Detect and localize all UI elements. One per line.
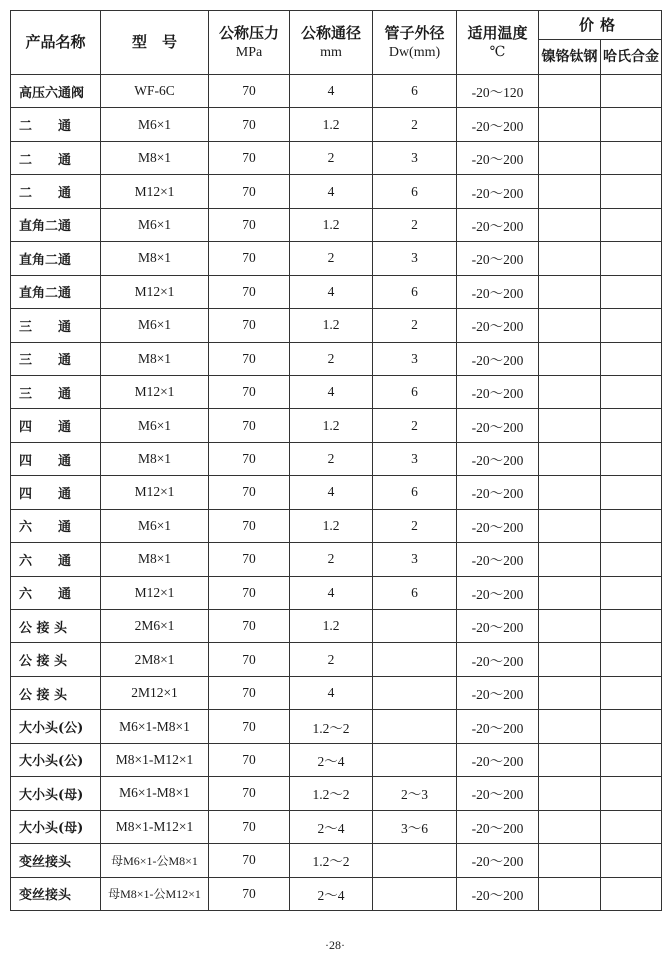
cell-product-name: 六 通: [11, 509, 101, 542]
cell-temperature: -20～200: [457, 375, 539, 408]
cell-price-2: [601, 108, 662, 141]
cell-temperature: -20～200: [457, 409, 539, 442]
table-row: [11, 676, 662, 709]
cell-model: M8×1: [101, 141, 209, 174]
cell-price-2: [601, 743, 662, 776]
cell-temperature: -20～200: [457, 844, 539, 877]
cell-temperature: -20～200: [457, 309, 539, 342]
cell-pressure: 70: [209, 442, 290, 475]
cell-pressure: 70: [209, 141, 290, 174]
cell-bore: 1.2: [290, 509, 373, 542]
table-row: [11, 877, 662, 910]
cell-outer-diameter: [373, 643, 457, 676]
cell-temperature: -20～200: [457, 810, 539, 843]
cell-outer-diameter: 6: [373, 75, 457, 108]
table-body: [11, 75, 662, 911]
cell-price-2: [601, 543, 662, 576]
cell-bore: 4: [290, 676, 373, 709]
cell-product-name: 变丝接头: [11, 844, 101, 877]
cell-bore: 2: [290, 543, 373, 576]
cell-price-1: [539, 208, 601, 241]
header-temp-unit: ℃: [489, 44, 506, 60]
table-row: [11, 342, 662, 375]
cell-price-2: [601, 710, 662, 743]
cell-price-1: [539, 442, 601, 475]
cell-model: M6×1: [101, 509, 209, 542]
cell-price-1: [539, 844, 601, 877]
cell-product-name: 高压六通阀: [11, 75, 101, 108]
table-row: [11, 476, 662, 509]
cell-bore: 1.2: [290, 108, 373, 141]
cell-product-name: 公 接 头: [11, 676, 101, 709]
cell-outer-diameter: 2: [373, 309, 457, 342]
cell-price-1: [539, 309, 601, 342]
cell-product-name: 六 通: [11, 543, 101, 576]
cell-price-2: [601, 442, 662, 475]
cell-price-2: [601, 877, 662, 910]
table-row: [11, 409, 662, 442]
cell-pressure: 70: [209, 676, 290, 709]
cell-bore: 1.2: [290, 409, 373, 442]
header-product-name: 产品名称: [11, 11, 101, 75]
cell-pressure: 70: [209, 610, 290, 643]
cell-product-name: 三 通: [11, 342, 101, 375]
cell-price-2: [601, 576, 662, 609]
cell-price-1: [539, 476, 601, 509]
cell-pressure: 70: [209, 108, 290, 141]
cell-pressure: 70: [209, 509, 290, 542]
cell-product-name: 四 通: [11, 442, 101, 475]
cell-temperature: -20～200: [457, 710, 539, 743]
cell-bore: 1.2: [290, 309, 373, 342]
cell-product-name: 二 通: [11, 141, 101, 174]
cell-temperature: -20～200: [457, 342, 539, 375]
cell-model: M12×1: [101, 175, 209, 208]
cell-price-2: [601, 275, 662, 308]
table-row: [11, 610, 662, 643]
table-row: [11, 108, 662, 141]
cell-temperature: -20～200: [457, 175, 539, 208]
cell-model: WF-6C: [101, 75, 209, 108]
cell-model: M12×1: [101, 375, 209, 408]
header-outer-diameter: [373, 11, 457, 75]
cell-temperature: -20～200: [457, 476, 539, 509]
cell-pressure: 70: [209, 175, 290, 208]
table-row: [11, 710, 662, 743]
cell-pressure: 70: [209, 275, 290, 308]
cell-product-name: 大小头(母): [11, 810, 101, 843]
cell-model: 母M8×1-公M12×1: [101, 877, 209, 910]
cell-temperature: -20～200: [457, 543, 539, 576]
cell-price-2: [601, 309, 662, 342]
cell-price-1: [539, 108, 601, 141]
cell-product-name: 直角二通: [11, 275, 101, 308]
table-row: [11, 643, 662, 676]
cell-outer-diameter: [373, 676, 457, 709]
cell-pressure: 70: [209, 643, 290, 676]
cell-price-2: [601, 676, 662, 709]
cell-bore: 4: [290, 75, 373, 108]
cell-product-name: 公 接 头: [11, 610, 101, 643]
cell-bore: 4: [290, 275, 373, 308]
cell-product-name: 大小头(公): [11, 710, 101, 743]
cell-price-1: [539, 342, 601, 375]
cell-temperature: -20～200: [457, 643, 539, 676]
cell-price-1: [539, 643, 601, 676]
cell-price-2: [601, 610, 662, 643]
cell-pressure: 70: [209, 777, 290, 810]
cell-pressure: 70: [209, 75, 290, 108]
table-row: [11, 777, 662, 810]
cell-product-name: 二 通: [11, 108, 101, 141]
page-number: ·28·: [325, 938, 345, 952]
cell-price-1: [539, 610, 601, 643]
cell-temperature: -20～200: [457, 275, 539, 308]
cell-bore: 1.2～2: [290, 844, 373, 877]
cell-temperature: -20～200: [457, 442, 539, 475]
cell-model: M6×1-M8×1: [101, 777, 209, 810]
table-row: [11, 509, 662, 542]
cell-price-2: [601, 844, 662, 877]
cell-pressure: 70: [209, 375, 290, 408]
cell-model: M6×1: [101, 108, 209, 141]
cell-bore: 4: [290, 375, 373, 408]
cell-product-name: 变丝接头: [11, 877, 101, 910]
cell-pressure: 70: [209, 543, 290, 576]
cell-bore: 1.2～2: [290, 710, 373, 743]
table-row: [11, 576, 662, 609]
cell-pressure: 70: [209, 242, 290, 275]
cell-outer-diameter: 3: [373, 442, 457, 475]
cell-product-name: 四 通: [11, 409, 101, 442]
cell-bore: 2～4: [290, 877, 373, 910]
table-row: [11, 844, 662, 877]
cell-model: M8×1-M12×1: [101, 743, 209, 776]
header-bore: [290, 11, 373, 75]
cell-outer-diameter: [373, 844, 457, 877]
cell-model: M8×1: [101, 242, 209, 275]
cell-model: M6×1-M8×1: [101, 710, 209, 743]
cell-price-2: [601, 409, 662, 442]
cell-temperature: -20～200: [457, 777, 539, 810]
cell-product-name: 三 通: [11, 309, 101, 342]
table-row: [11, 543, 662, 576]
cell-model: 2M12×1: [101, 676, 209, 709]
table-row: [11, 810, 662, 843]
table-row: [11, 175, 662, 208]
cell-price-1: [539, 543, 601, 576]
cell-product-name: 大小头(母): [11, 777, 101, 810]
cell-price-2: [601, 777, 662, 810]
header-pressure-title: 公称压力: [218, 23, 279, 42]
table-row: [11, 375, 662, 408]
cell-outer-diameter: [373, 743, 457, 776]
cell-product-name: 四 通: [11, 476, 101, 509]
cell-temperature: -20～200: [457, 676, 539, 709]
cell-price-1: [539, 777, 601, 810]
cell-product-name: 公 接 头: [11, 643, 101, 676]
cell-outer-diameter: 3～6: [373, 810, 457, 843]
cell-price-1: [539, 175, 601, 208]
cell-outer-diameter: 2～3: [373, 777, 457, 810]
header-temperature: [457, 11, 539, 75]
cell-price-2: [601, 476, 662, 509]
cell-pressure: 70: [209, 409, 290, 442]
cell-outer-diameter: 2: [373, 509, 457, 542]
cell-temperature: -20～200: [457, 509, 539, 542]
cell-pressure: 70: [209, 342, 290, 375]
cell-bore: 4: [290, 175, 373, 208]
cell-bore: 2: [290, 442, 373, 475]
cell-price-1: [539, 710, 601, 743]
cell-price-2: [601, 509, 662, 542]
cell-bore: 1.2: [290, 208, 373, 241]
cell-price-1: [539, 275, 601, 308]
cell-bore: 2: [290, 342, 373, 375]
cell-model: M6×1: [101, 309, 209, 342]
cell-outer-diameter: [373, 877, 457, 910]
header-model: 型 号: [101, 11, 209, 75]
header-temp-title: 适用温度: [467, 23, 528, 42]
cell-pressure: 70: [209, 743, 290, 776]
cell-price-2: [601, 175, 662, 208]
cell-bore: 2: [290, 242, 373, 275]
header-od-unit: Dw(mm): [388, 44, 441, 60]
table-row: [11, 309, 662, 342]
header-pressure-unit: MPa: [235, 44, 263, 60]
cell-price-2: [601, 643, 662, 676]
cell-model: 母M6×1-公M8×1: [101, 844, 209, 877]
cell-model: M8×1: [101, 543, 209, 576]
cell-pressure: 70: [209, 208, 290, 241]
cell-outer-diameter: [373, 610, 457, 643]
cell-price-1: [539, 743, 601, 776]
cell-outer-diameter: 3: [373, 242, 457, 275]
cell-pressure: 70: [209, 710, 290, 743]
header-od-title: 管子外径: [384, 23, 445, 42]
cell-outer-diameter: 2: [373, 409, 457, 442]
cell-pressure: 70: [209, 877, 290, 910]
cell-model: M12×1: [101, 476, 209, 509]
cell-pressure: 70: [209, 844, 290, 877]
cell-temperature: -20～200: [457, 576, 539, 609]
cell-pressure: 70: [209, 309, 290, 342]
cell-price-2: [601, 810, 662, 843]
header-bore-title: 公称通径: [300, 23, 361, 42]
cell-bore: 4: [290, 576, 373, 609]
cell-bore: 2～4: [290, 743, 373, 776]
cell-outer-diameter: 6: [373, 375, 457, 408]
cell-price-1: [539, 676, 601, 709]
cell-bore: 2: [290, 141, 373, 174]
cell-model: M6×1: [101, 208, 209, 241]
cell-model: M6×1: [101, 409, 209, 442]
cell-model: M12×1: [101, 576, 209, 609]
table-header: [11, 11, 662, 75]
table-row: [11, 442, 662, 475]
cell-price-1: [539, 242, 601, 275]
cell-outer-diameter: 2: [373, 208, 457, 241]
cell-price-2: [601, 141, 662, 174]
table-row: [11, 743, 662, 776]
cell-model: M8×1: [101, 442, 209, 475]
cell-model: 2M6×1: [101, 610, 209, 643]
table-row: [11, 242, 662, 275]
cell-outer-diameter: 3: [373, 141, 457, 174]
cell-model: M12×1: [101, 275, 209, 308]
cell-temperature: -20～200: [457, 141, 539, 174]
cell-bore: 1.2～2: [290, 777, 373, 810]
cell-pressure: 70: [209, 476, 290, 509]
header-pressure: [209, 11, 290, 75]
cell-pressure: 70: [209, 810, 290, 843]
table-row: [11, 141, 662, 174]
cell-bore: 2: [290, 643, 373, 676]
cell-bore: 2～4: [290, 810, 373, 843]
cell-temperature: -20～200: [457, 242, 539, 275]
cell-model: M8×1: [101, 342, 209, 375]
header-price-hastelloy: 哈氏合金: [601, 40, 662, 75]
cell-price-1: [539, 877, 601, 910]
table-row: [11, 208, 662, 241]
cell-model: 2M8×1: [101, 643, 209, 676]
cell-outer-diameter: 6: [373, 275, 457, 308]
cell-model: M8×1-M12×1: [101, 810, 209, 843]
cell-temperature: -20～200: [457, 743, 539, 776]
cell-bore: 4: [290, 476, 373, 509]
table-row: [11, 75, 662, 108]
cell-product-name: 三 通: [11, 375, 101, 408]
cell-temperature: -20～200: [457, 108, 539, 141]
cell-outer-diameter: 6: [373, 576, 457, 609]
product-spec-table: [10, 10, 662, 911]
header-price: 价格: [539, 11, 662, 40]
cell-price-1: [539, 141, 601, 174]
cell-price-1: [539, 576, 601, 609]
cell-price-2: [601, 242, 662, 275]
cell-temperature: -20～200: [457, 208, 539, 241]
cell-price-1: [539, 810, 601, 843]
cell-price-2: [601, 208, 662, 241]
cell-pressure: 70: [209, 576, 290, 609]
cell-price-1: [539, 375, 601, 408]
cell-bore: 1.2: [290, 610, 373, 643]
cell-product-name: 二 通: [11, 175, 101, 208]
cell-product-name: 直角二通: [11, 208, 101, 241]
cell-price-1: [539, 509, 601, 542]
cell-price-2: [601, 75, 662, 108]
cell-outer-diameter: [373, 710, 457, 743]
header-price-nickel-chrome-titanium: 镍铬钛钢: [539, 40, 601, 75]
cell-price-2: [601, 375, 662, 408]
cell-product-name: 大小头(公): [11, 743, 101, 776]
cell-outer-diameter: 6: [373, 476, 457, 509]
cell-product-name: 直角二通: [11, 242, 101, 275]
cell-outer-diameter: 3: [373, 543, 457, 576]
cell-price-2: [601, 342, 662, 375]
cell-outer-diameter: 2: [373, 108, 457, 141]
cell-outer-diameter: 6: [373, 175, 457, 208]
table-row: [11, 275, 662, 308]
cell-temperature: -20～120: [457, 75, 539, 108]
cell-price-1: [539, 409, 601, 442]
cell-temperature: -20～200: [457, 610, 539, 643]
cell-temperature: -20～200: [457, 877, 539, 910]
cell-product-name: 六 通: [11, 576, 101, 609]
header-bore-unit: mm: [320, 44, 342, 60]
cell-price-1: [539, 75, 601, 108]
cell-outer-diameter: 3: [373, 342, 457, 375]
